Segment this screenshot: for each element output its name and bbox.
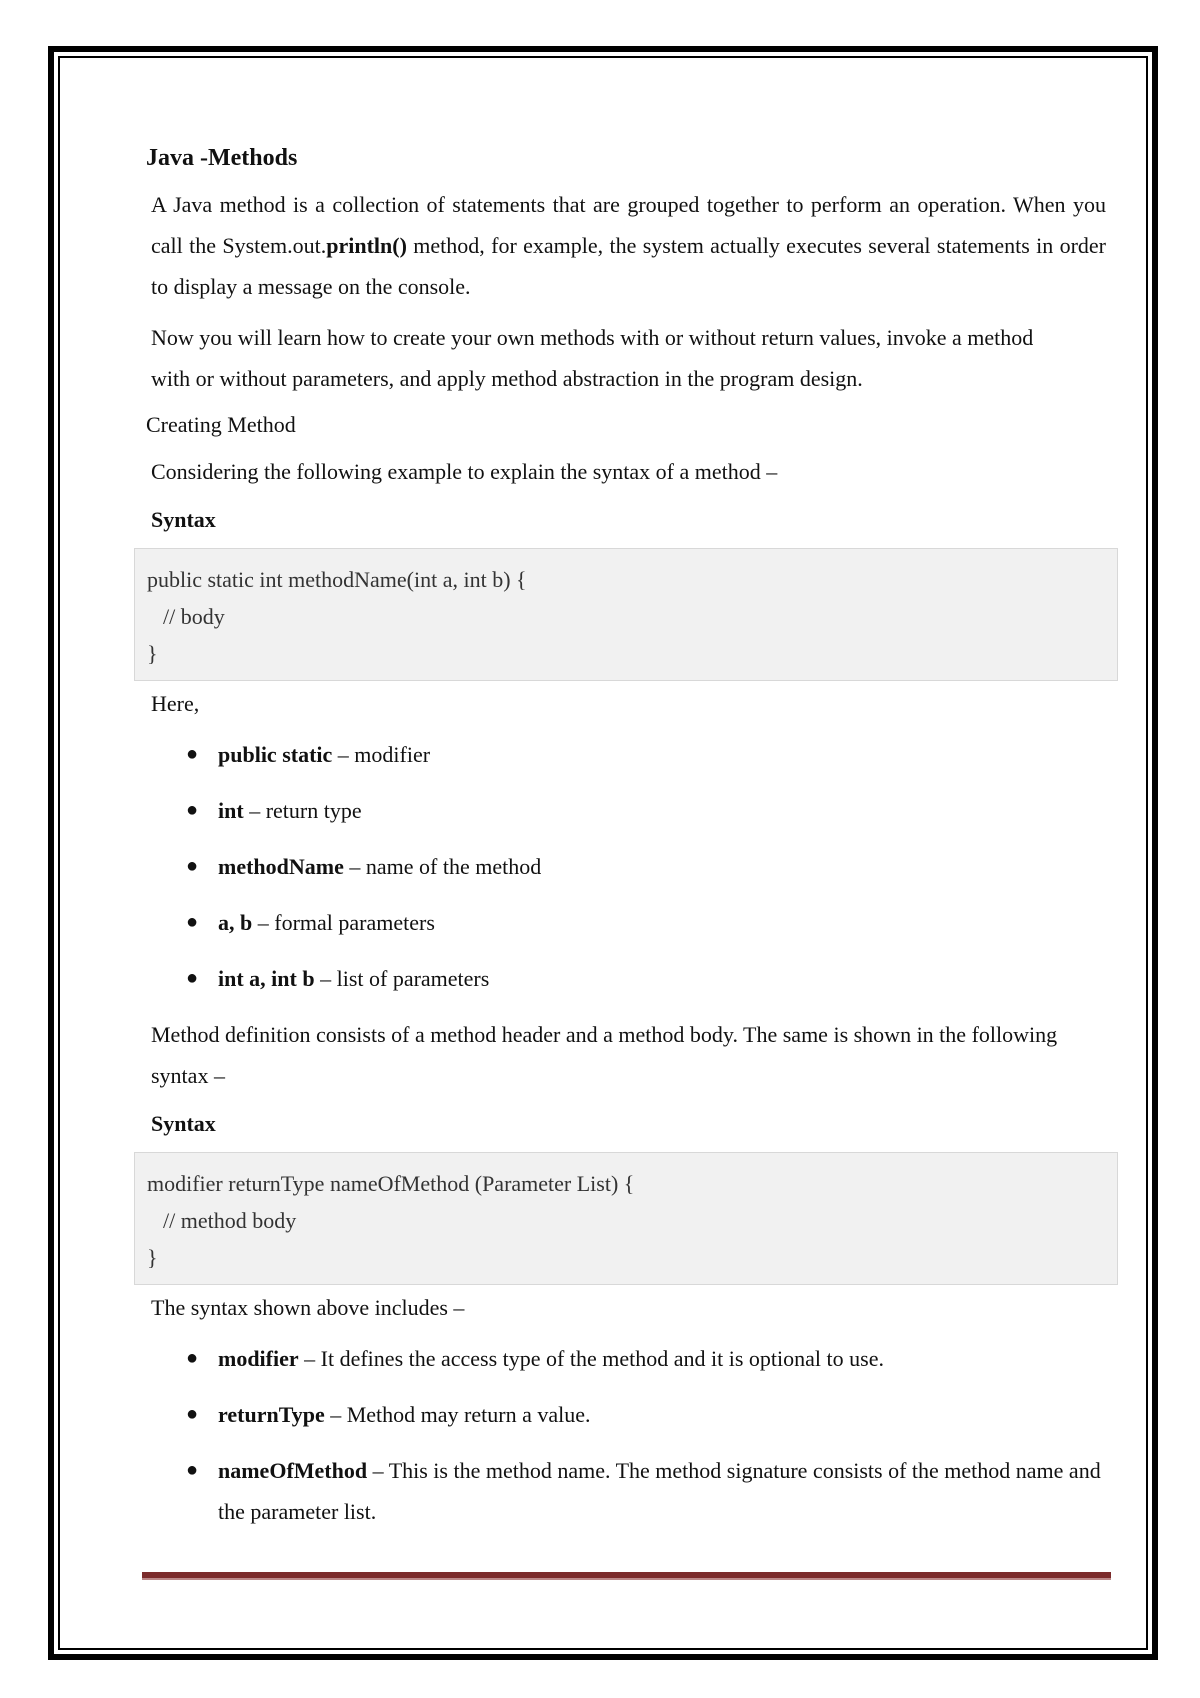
list-item [146,734,1106,775]
list-item [146,1450,1106,1532]
code-line: // body [163,604,225,629]
code-line: // method body [163,1208,297,1233]
list-term: int a, int b [218,966,315,991]
bullet-icon: ● [186,911,199,933]
intro-paragraph-1 [146,184,1106,307]
considering-paragraph: Considering the following example to explain the syntax of a method – [151,459,778,484]
list-term: modifier [218,1346,299,1371]
syntax-includes-list [146,1338,1106,1532]
code-line: } [147,641,158,666]
list-item [146,902,1106,943]
list-desc: – modifier [332,742,431,767]
syntax-parts-list [146,734,1106,999]
syntax-label-1: Syntax [151,507,216,532]
list-item [146,958,1106,999]
list-item [146,1338,1106,1379]
includes-text: The syntax shown above includes – [151,1295,465,1320]
list-desc: – Method may return a value. [324,1402,591,1427]
code-block-1 [134,548,1118,681]
code-block-2 [134,1152,1118,1285]
list-term: int [218,798,244,823]
bullet-icon: ● [186,855,199,877]
intro-text-end: method, for example, the system actually executes several statements in order to display a message on the console. [151,233,1106,299]
list-item [146,1394,1106,1435]
list-desc: – This is the method name. The method signature consists of the method name and the parameter list. [218,1458,1101,1524]
code-line: } [147,1245,158,1270]
bullet-icon: ● [186,1459,199,1481]
document-content [146,140,1106,1547]
bullet-icon: ● [186,1347,199,1369]
definition-paragraph: Method definition consists of a method header and a method body. The same is shown in the following syntax – [151,1022,1058,1088]
list-item [146,790,1106,831]
code-line: modifier returnType nameOfMethod (Parameter List) { [147,1171,635,1196]
list-term: a, b [218,910,253,935]
list-term: methodName [218,854,344,879]
footer-rule [142,1572,1111,1580]
here-text: Here, [151,691,200,716]
list-desc: – name of the method [343,854,542,879]
page-title: Java -Methods [146,145,298,171]
list-desc: – formal parameters [252,910,435,935]
list-term: nameOfMethod [218,1458,368,1483]
list-item [146,846,1106,887]
section-heading-creating-method: Creating Method [146,412,296,437]
list-desc: – list of parameters [314,966,490,991]
bullet-icon: ● [186,743,199,765]
bullet-icon: ● [186,799,199,821]
bullet-icon: ● [186,1403,199,1425]
list-term: public static [218,742,333,767]
bullet-icon: ● [186,967,199,989]
list-desc: – return type [243,798,362,823]
list-term: returnType [218,1402,325,1427]
list-desc: – It defines the access type of the method and it is optional to use. [298,1346,884,1371]
code-line: public static int methodName(int a, int b) { [147,567,527,592]
syntax-label-2: Syntax [151,1111,216,1136]
intro-text-start: A Java method is a collection of statements that are grouped together to perform an operation. When you call the System.out. [151,192,1106,258]
println-code: println() [326,233,407,258]
intro-paragraph-2: Now you will learn how to create your own methods with or without return values, invoke a method with or without parameters, and apply method abstraction in the program design. [151,325,1034,391]
